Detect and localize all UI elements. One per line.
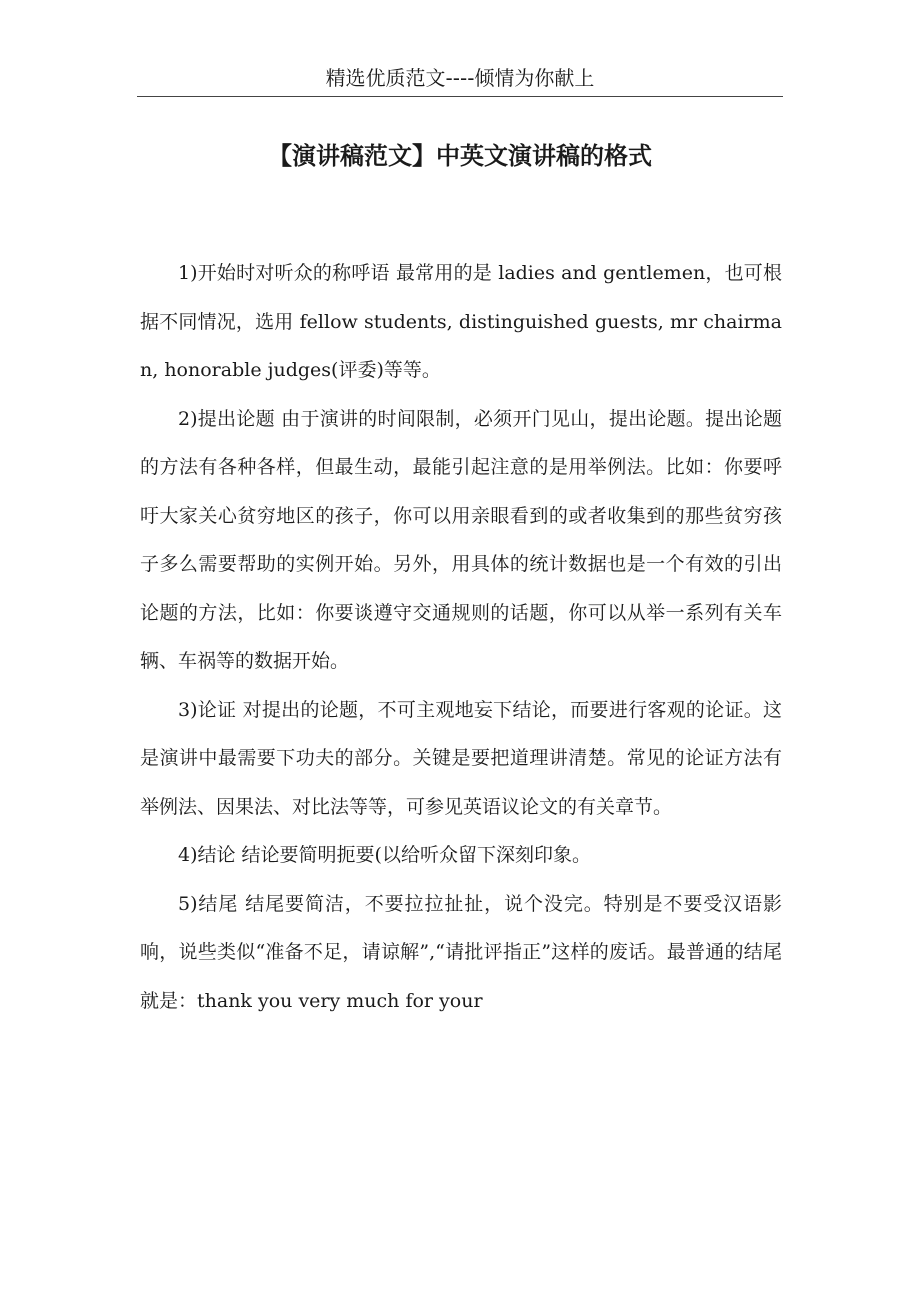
page-header	[137, 62, 783, 97]
document-body	[140, 249, 782, 1025]
paragraph-ending: 5)结尾 结尾要简洁，不要拉拉扯扯，说个没完。特别是不要受汉语影响，说些类似“准备不足，请谅解”,“请批评指正”这样的废话。最普通的结尾就是：thank you very much for your	[140, 892, 782, 1012]
page-header-text: 精选优质范文----倾情为你献上	[325, 66, 595, 90]
document-title: 【演讲稿范文】中英文演讲稿的格式	[268, 142, 652, 170]
paragraph-conclusion: 4)结论 结论要简明扼要(以给听众留下深刻印象。	[178, 844, 591, 866]
paragraph-argument: 3)论证 对提出的论题，不可主观地妄下结论，而要进行客观的论证。这是演讲中最需要下功夫的部分。关键是要把道理讲清楚。常见的论证方法有举例法、因果法、对比法等等，可参见英语议论文的有关章节。	[140, 698, 782, 818]
paragraph-topic: 2)提出论题 由于演讲的时间限制，必须开门见山，提出论题。提出论题的方法有各种各样，但最生动，最能引起注意的是用举例法。比如：你要呼吁大家关心贫穷地区的孩子，你可以用亲眼看到的或者收集到的那些贫穷孩子多么需要帮助的实例开始。另外，用具体的统计数据也是一个有效的引出论题的方法，比如：你要谈遵守交通规则的话题，你可以从举一系列有关车辆、车祸等的数据开始。	[140, 407, 782, 672]
paragraph-salutation: 1)开始时对听众的称呼语 最常用的是 ladies and gentlemen，也可根据不同情况，选用 fellow students, distinguished guests, mr chairman, honorable judges(评委)等等。	[140, 262, 782, 381]
